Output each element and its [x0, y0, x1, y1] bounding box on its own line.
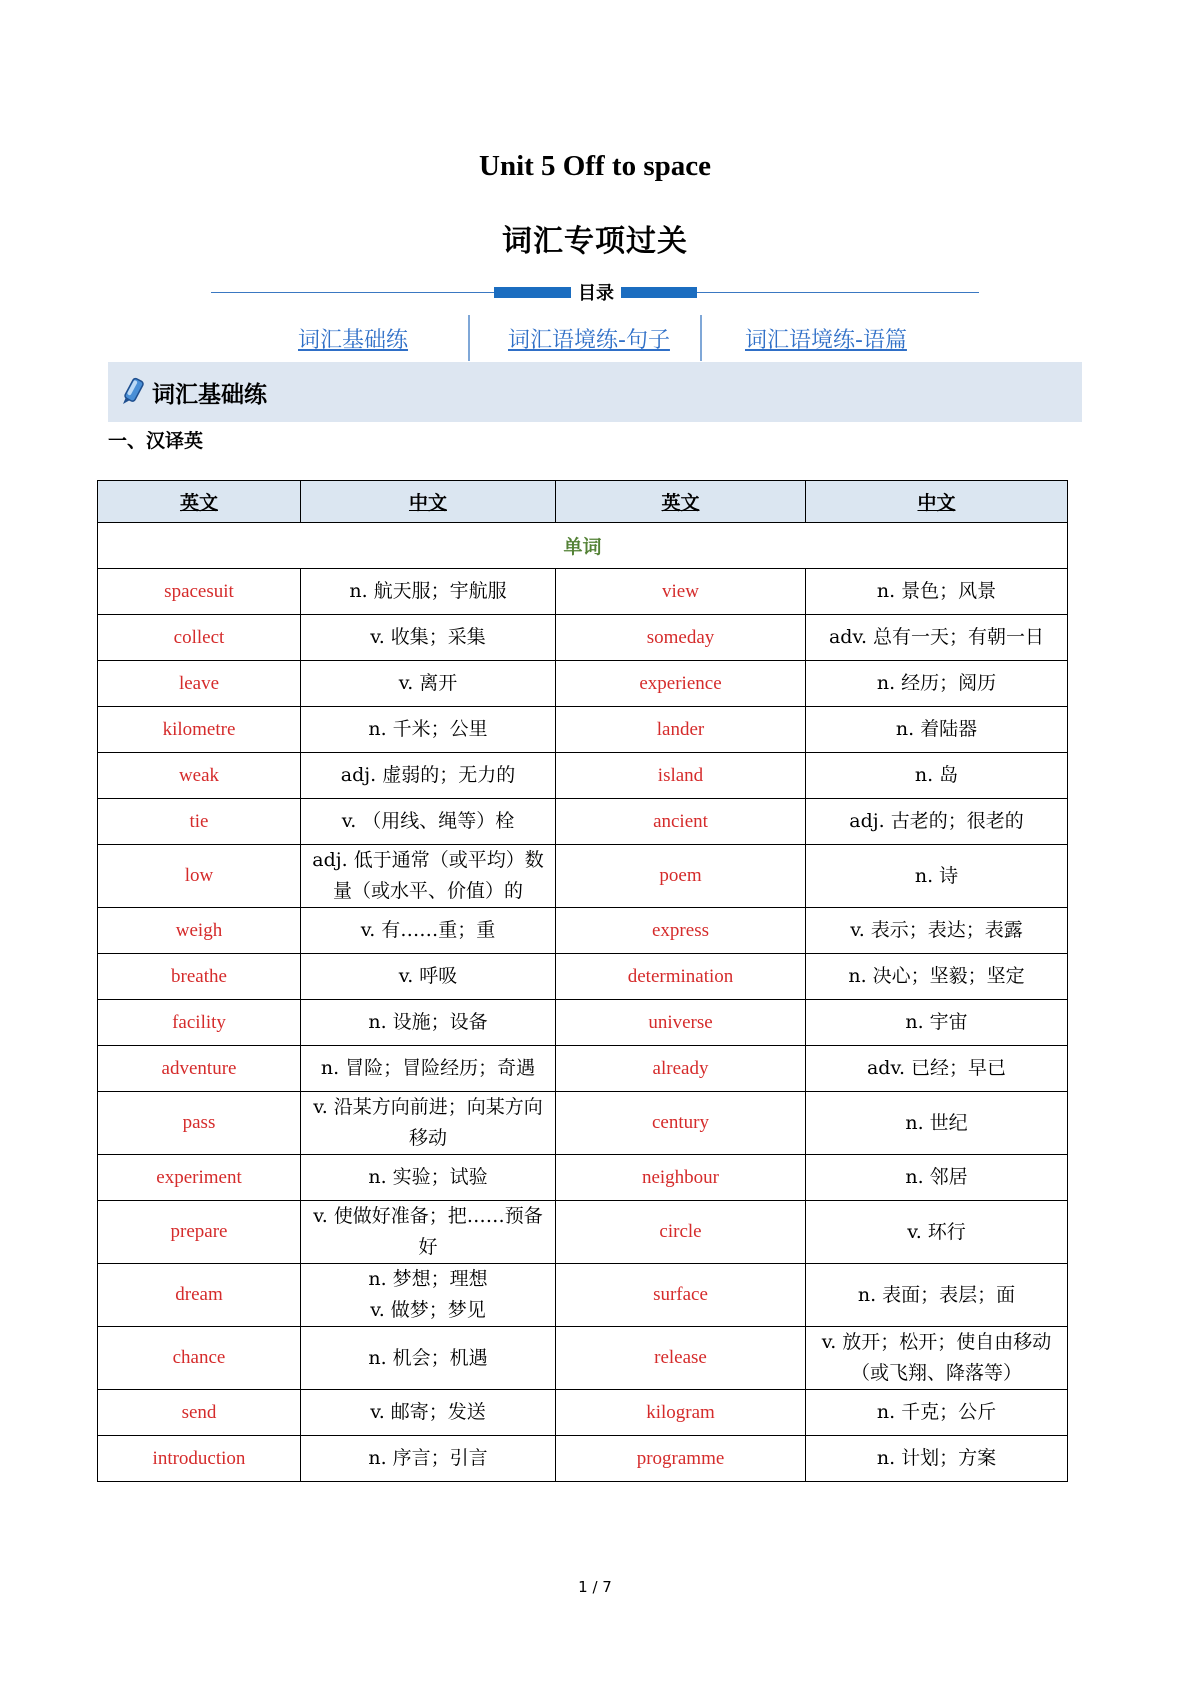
- chinese-meaning: adj. 虚弱的；无力的: [301, 753, 556, 799]
- chinese-meaning: n. 计划；方案: [806, 1436, 1068, 1482]
- table-row: [98, 753, 1068, 799]
- english-word: leave: [98, 661, 301, 707]
- chinese-meaning: n. 宇宙: [806, 1000, 1068, 1046]
- english-word: someday: [556, 615, 806, 661]
- table-row: [98, 1092, 1068, 1155]
- vocabulary-table: [97, 480, 1068, 1482]
- english-word: weak: [98, 753, 301, 799]
- chinese-meaning: v. 离开: [301, 661, 556, 707]
- chinese-meaning: v. 邮寄；发送: [301, 1390, 556, 1436]
- table-row: [98, 615, 1068, 661]
- pencil-icon: [120, 377, 148, 407]
- english-word: adventure: [98, 1046, 301, 1092]
- section-header: [108, 362, 1082, 422]
- chinese-meaning: n. 千米；公里: [301, 707, 556, 753]
- chinese-meaning: v. 沿某方向前进；向某方向移动: [301, 1092, 556, 1155]
- chinese-meaning: adv. 总有一天；有朝一日: [806, 615, 1068, 661]
- chinese-meaning: n. 航天服；宇航服: [301, 569, 556, 615]
- chinese-meaning: n. 机会；机遇: [301, 1327, 556, 1390]
- table-row: [98, 908, 1068, 954]
- chinese-meaning: v. 有……重；重: [301, 908, 556, 954]
- chinese-meaning: v. （用线、绳等）栓: [301, 799, 556, 845]
- english-word: low: [98, 845, 301, 908]
- table-row: [98, 1390, 1068, 1436]
- english-word: programme: [556, 1436, 806, 1482]
- english-word: chance: [98, 1327, 301, 1390]
- chinese-meaning: v. 收集；采集: [301, 615, 556, 661]
- english-word: kilogram: [556, 1390, 806, 1436]
- toc-separator: [700, 315, 702, 361]
- chinese-meaning: n. 诗: [806, 845, 1068, 908]
- column-header: 中文: [806, 481, 1068, 523]
- table-row: [98, 1436, 1068, 1482]
- toc-link-sentence[interactable]: 词汇语境练-句子: [508, 328, 670, 353]
- chinese-meaning: v. 环行: [806, 1201, 1068, 1264]
- chinese-meaning: v. 放开；松开；使自由移动（或飞翔、降落等）: [806, 1327, 1068, 1390]
- english-word: prepare: [98, 1201, 301, 1264]
- toc-label: 目录: [571, 279, 621, 305]
- chinese-meaning: n. 世纪: [806, 1092, 1068, 1155]
- table-row: [98, 1046, 1068, 1092]
- english-word: century: [556, 1092, 806, 1155]
- chinese-meaning: n. 经历；阅历: [806, 661, 1068, 707]
- document-title: Unit 5 Off to space: [479, 150, 711, 182]
- chinese-meaning: n. 邻居: [806, 1155, 1068, 1201]
- english-word: send: [98, 1390, 301, 1436]
- document-subtitle: 词汇专项过关: [502, 224, 688, 259]
- table-row: [98, 799, 1068, 845]
- section-title: 词汇基础练: [152, 382, 267, 408]
- chinese-meaning: v. 表示；表达；表露: [806, 908, 1068, 954]
- column-header: 中文: [301, 481, 556, 523]
- english-word: ancient: [556, 799, 806, 845]
- toc-link-basic[interactable]: 词汇基础练: [298, 328, 409, 353]
- english-word: pass: [98, 1092, 301, 1155]
- chinese-meaning: n. 着陆器: [806, 707, 1068, 753]
- english-word: release: [556, 1327, 806, 1390]
- chinese-meaning: n. 冒险；冒险经历；奇遇: [301, 1046, 556, 1092]
- chinese-meaning: n. 表面；表层；面: [806, 1264, 1068, 1327]
- table-header-row: [98, 481, 1068, 523]
- chinese-meaning: n. 千克；公斤: [806, 1390, 1068, 1436]
- english-word: determination: [556, 954, 806, 1000]
- chinese-meaning: n. 岛: [806, 753, 1068, 799]
- toc-links: [250, 315, 980, 363]
- english-word: express: [556, 908, 806, 954]
- group-label: 单词: [98, 523, 1068, 569]
- chinese-meaning: n. 序言；引言: [301, 1436, 556, 1482]
- column-header: 英文: [556, 481, 806, 523]
- english-word: facility: [98, 1000, 301, 1046]
- column-header: 英文: [98, 481, 301, 523]
- english-word: surface: [556, 1264, 806, 1327]
- page-number: 1 / 7: [578, 1578, 612, 1596]
- table-row: [98, 707, 1068, 753]
- english-word: island: [556, 753, 806, 799]
- table-row: [98, 1000, 1068, 1046]
- chinese-meaning: v. 使做好准备；把……预备好: [301, 1201, 556, 1264]
- chinese-meaning: adv. 已经；早已: [806, 1046, 1068, 1092]
- english-word: collect: [98, 615, 301, 661]
- english-word: circle: [556, 1201, 806, 1264]
- toc-header: [211, 283, 979, 313]
- chinese-meaning: adj. 古老的；很老的: [806, 799, 1068, 845]
- english-word: breathe: [98, 954, 301, 1000]
- table-row: [98, 1327, 1068, 1390]
- english-word: tie: [98, 799, 301, 845]
- chinese-meaning: n. 梦想；理想 v. 做梦；梦见: [301, 1264, 556, 1327]
- english-word: spacesuit: [98, 569, 301, 615]
- english-word: kilometre: [98, 707, 301, 753]
- chinese-meaning: n. 实验；试验: [301, 1155, 556, 1201]
- toc-link-passage[interactable]: 词汇语境练-语篇: [745, 328, 907, 353]
- english-word: dream: [98, 1264, 301, 1327]
- table-row: [98, 954, 1068, 1000]
- table-row: [98, 1155, 1068, 1201]
- exercise-heading: 一、汉译英: [108, 430, 204, 452]
- table-row: [98, 845, 1068, 908]
- table-row: [98, 569, 1068, 615]
- table-row: [98, 1264, 1068, 1327]
- english-word: lander: [556, 707, 806, 753]
- chinese-meaning: n. 决心；坚毅；坚定: [806, 954, 1068, 1000]
- chinese-meaning: v. 呼吸: [301, 954, 556, 1000]
- english-word: weigh: [98, 908, 301, 954]
- group-row: [98, 523, 1068, 569]
- chinese-meaning: n. 设施；设备: [301, 1000, 556, 1046]
- english-word: already: [556, 1046, 806, 1092]
- english-word: experiment: [98, 1155, 301, 1201]
- english-word: neighbour: [556, 1155, 806, 1201]
- toc-separator: [468, 315, 470, 361]
- table-row: [98, 661, 1068, 707]
- english-word: experience: [556, 661, 806, 707]
- table-row: [98, 1201, 1068, 1264]
- english-word: universe: [556, 1000, 806, 1046]
- chinese-meaning: n. 景色；风景: [806, 569, 1068, 615]
- english-word: view: [556, 569, 806, 615]
- english-word: introduction: [98, 1436, 301, 1482]
- english-word: poem: [556, 845, 806, 908]
- chinese-meaning: adj. 低于通常（或平均）数量（或水平、价值）的: [301, 845, 556, 908]
